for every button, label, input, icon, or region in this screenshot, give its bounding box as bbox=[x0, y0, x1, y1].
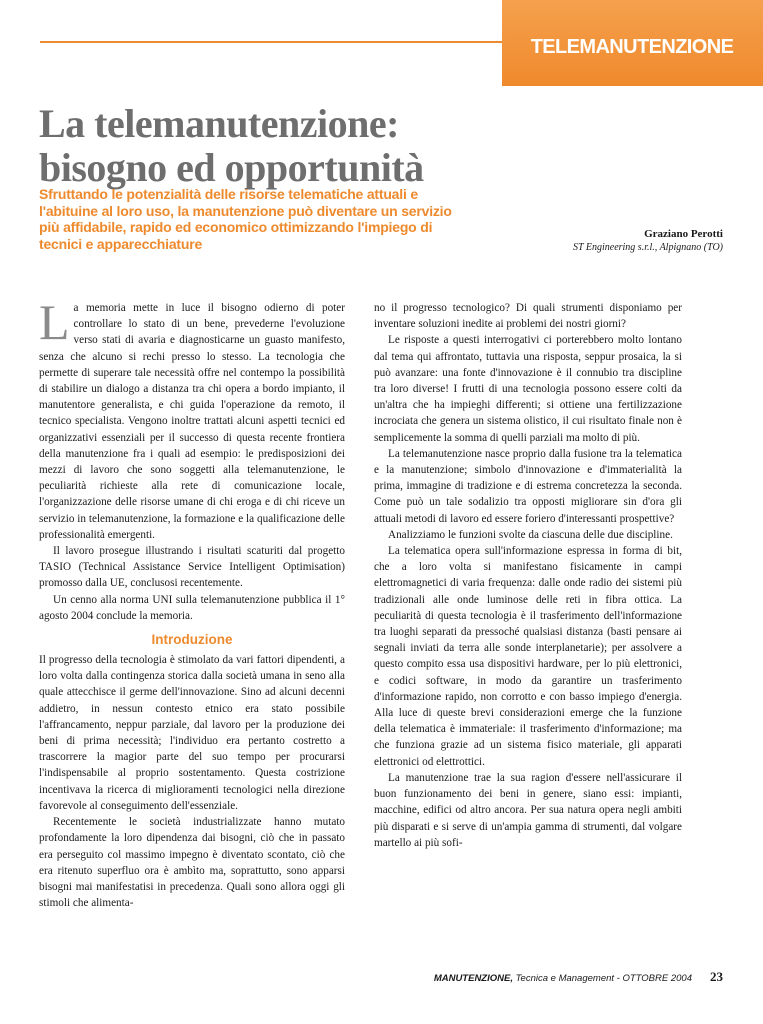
body-paragraph: La telemanutenzione nasce proprio dalla fusione tra la telematica e la manutenzione; simbolo d'innovazione e d'immaterialità la prima, immagine di tradizione e di estrema concretezza la seconda. Come può un tale sodalizio tra opposti migliorare sin d'ora gli attuali metodi di lavoro ed essere foriero d'interessanti prospettive? bbox=[374, 447, 682, 525]
abstract-text: a memoria mette in luce il bisogno odierno di poter controllare lo stato di un bene, prevederne l'evoluzione verso stati di avaria e diagnosticarne un guasto manifesto, senza che alcuno si rechi presso lo stesso. La tecnologia che permette di superare tale necessità offre nel contempo la possibilità di stabilire un dialogo a distanza tra chi opera a bordo impianto, il manutentore generalista, e chi guida l'operazione da remoto, il tecnico specialista. Vengono inoltre trattati alcuni aspetti tecnici ed organizzativi essenziali per il successo di questa recente frontiera della manutenzione fra i quali ad esempio: le predisposizioni dei mezzi di lavoro che sono soggetti alla telemanutenzione, le peculiarità richieste alla rete di comunicazione locale, l'organizzazione delle risorse umane di chi eroga e di chi riceve un servizio in telemanutenzione, la formazione e la qualificazione delle professionalità emergenti. bbox=[39, 302, 345, 541]
drop-cap: L bbox=[39, 294, 70, 350]
body-paragraph: La telematica opera sull'informazione espressa in forma di bit, che a loro volta si manifestano fisicamente in campi elettromagnetici di varia frequenza: dalle onde radio dei sistemi più tradizionali alle onde luminose delle reti in fibra ottica. La peculiarità di questa tecnologia è il trasferimento dell'informazione tra luoghi separati da pressoché qualsiasi distanza (basti pensare ai segnali inviati da terra alle sonde interplanetarie); per assolvere a questo compito essa usa dispositivi hardware, per lo più elettronici, e codici software, in modo da garantire un trasferimento d'informazione rapido, non corrotto e con basso impiego d'energia. Alla luce di queste brevi considerazioni emerge che la funzione della telematica è immateriale: il trasferimento d'informazione; ma che funziona grazie ad un sistema fisico materiale, gli apparati elettronici od elettrottici. bbox=[374, 545, 682, 768]
column-right bbox=[374, 300, 682, 851]
abstract-paragraph bbox=[39, 294, 345, 543]
body-paragraph: Recentemente le società industrializzate hanno mutato profondamente la loro dipendenza dai bisogni, ciò che in passato era perseguito col massimo impegno è diventato scontato, ciò che era ritenuto superfluo ora è ambìto ma, soprattutto, sono apparsi bisogni mai manifestatisi in precedenza. Quali sono allora oggi gli stimoli che alimenta- bbox=[39, 816, 345, 910]
journal-credit bbox=[434, 973, 692, 984]
title-line-1: La telemanutenzione: bbox=[39, 101, 399, 146]
column-left bbox=[39, 294, 345, 911]
author-name: Graziano Perotti bbox=[644, 228, 723, 240]
header-rule bbox=[40, 41, 502, 43]
body-paragraph: Le risposte a questi interrogativi ci porterebbero molto lontano dal tema qui affrontato, tuttavia una risposta, seppur prosaica, la si può avanzare: una fonte d'innovazione è il connubio tra discipline tra loro diverse! I frutti di una tecnologia possono essere colti da un'altra che ha impieghi differenti; si ottiene una fertilizzazione incrociata che genera un sistema olistico, il cui risultato finale non è semplicemente la somma di quelli parziali ma molto di più. bbox=[374, 334, 682, 444]
journal-name: MANUTENZIONE, bbox=[433, 973, 513, 984]
author-affiliation: ST Engineering s.r.l., Alpignano (TO) bbox=[572, 242, 723, 253]
abstract-paragraph: Il lavoro prosegue illustrando i risultati scaturiti dal progetto TASIO (Technical Assistance Service Intelligent Optimisation) promosso dalla UE, conclusosi recentemente. bbox=[39, 545, 345, 590]
abstract-paragraph: Un cenno alla norma UNI sulla telemanutenzione pubblica il 1° agosto 2004 conclude la memoria. bbox=[39, 593, 345, 622]
body-paragraph: Analizziamo le funzioni svolte da ciascuna delle due discipline. bbox=[388, 528, 673, 541]
section-heading: Introduzione bbox=[151, 632, 233, 648]
author-block bbox=[573, 228, 723, 254]
journal-issue: Tecnica e Management - OTTOBRE 2004 bbox=[512, 973, 692, 984]
section-label: TELEMANUTENZIONE bbox=[530, 36, 734, 58]
page-number: 23 bbox=[710, 969, 723, 984]
article-subtitle: Sfruttando le potenzialità delle risorse telematiche attuali e l'abituine al loro uso, la manutenzione può diventare un servizio più affidabile, rapido ed economico ottimizzando l'impiego di tecnici e apparecchiature bbox=[39, 186, 452, 252]
body-paragraph: Il progresso della tecnologia è stimolato da vari fattori dipendenti, a loro volta dalla contingenza storica dalla società umana in seno alla quale attecchisce il germe dell'innovazione. Sino ad alcuni decenni addietro, in nessun contesto etnico era stato possibile l'affrancamento, neppur parziale, dal lavoro per la produzione dei beni di prima necessità; l'individuo era pertanto costretto a trascorrere la magior parte del suo tempo per procurarsi l'indispensabile al proprio sostentamento. Questa costrizione incentivava la ricerca di miglioramenti tecnologici nella direzione favorevole al conseguimento dell'essenziale. bbox=[39, 654, 345, 812]
article-title bbox=[39, 102, 424, 190]
body-paragraph: La manutenzione trae la sua ragion d'essere nell'assicurare il buon funzionamento dei beni in genere, siano essi: impianti, macchine, edifici od altro ancora. Per sua natura opera negli ambiti più disparati e si serve di un'ampia gamma di strumenti, dal volgare martello ai più sofi- bbox=[374, 771, 682, 849]
body-paragraph: no il progresso tecnologico? Di quali strumenti disponiamo per inventare soluzioni inedite ai problemi dei nostri giorni? bbox=[374, 302, 682, 331]
title-line-2: bisogno ed opportunità bbox=[39, 145, 424, 190]
page-footer bbox=[0, 968, 723, 986]
